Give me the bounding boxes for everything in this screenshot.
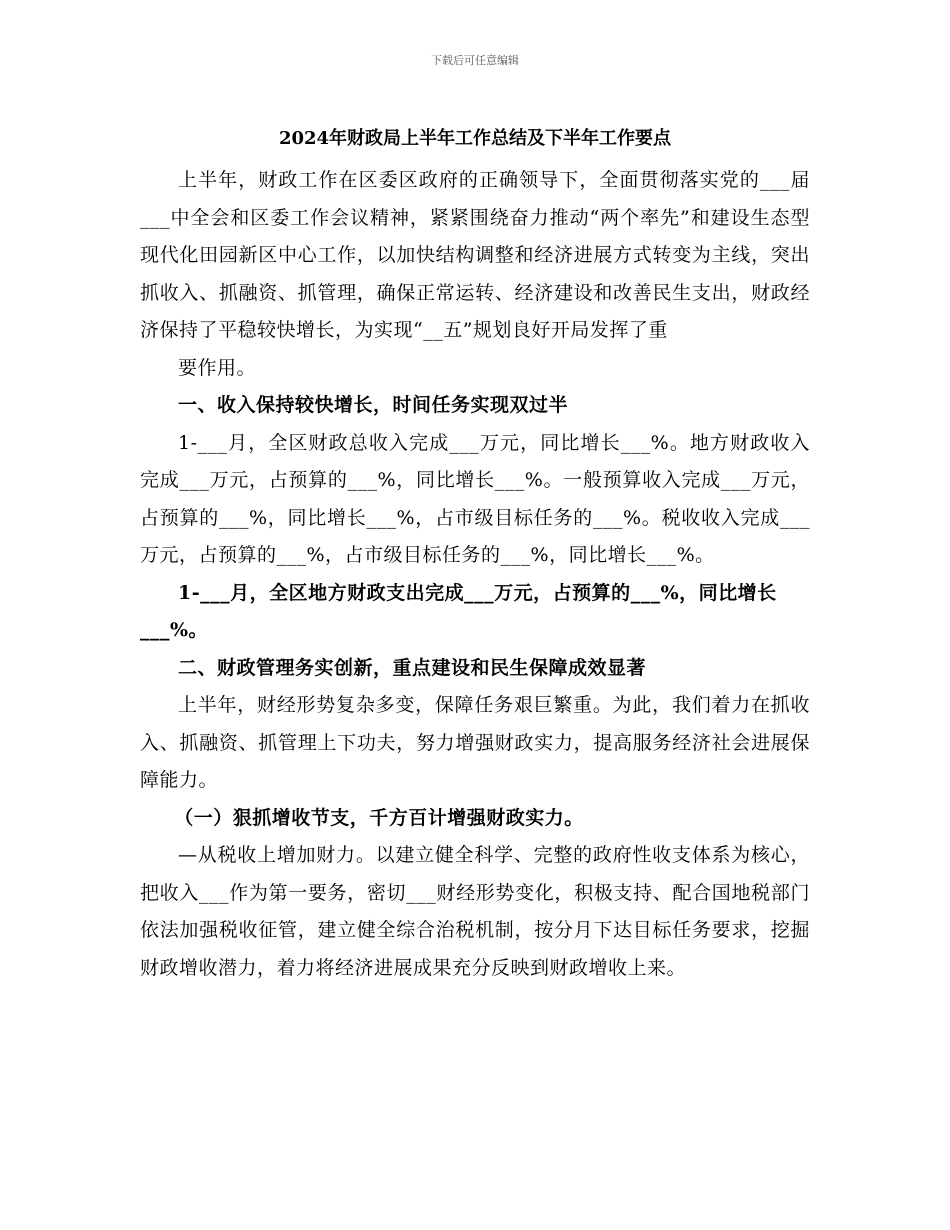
document-body — [140, 124, 810, 987]
section-2-paragraph: 上半年，财经形势复杂多变，保障任务艰巨繁重。为此，我们着力在抓收入、抓融资、抓管理上下功夫，努力增强财政实力，提高服务经济社会进展保障能力。 — [140, 694, 810, 791]
subsection-1-heading: （一）狠抓增收节支，千方百计增强财政实力。 — [174, 806, 584, 829]
section-1-heading: 一、收入保持较快增长，时间任务实现双过半 — [178, 394, 569, 416]
section-1-paragraph: 1-___月，全区财政总收入完成___万元，同比增长___%。地方财政收入完成___万元，占预算的___%，同比增长___%。一般预算收入完成___万元，占预算的___%，同比增长___%，占市级目标任务的___%。税收收入完成___万元，占预算的___%，占市级目标任务的___%，同比增长___%。 — [140, 431, 810, 566]
section-1-expenditure-paragraph: 1-___月，全区地方财政支出完成___万元，占预算的___%，同比增长___%。 — [140, 581, 777, 641]
intro-continuation: 要作用。 — [178, 356, 257, 379]
download-note: 下载后可任意编辑 — [431, 54, 519, 67]
intro-paragraph: 上半年，财政工作在区委区政府的正确领导下，全面贯彻落实党的___届___中全会和区委工作会议精神，紧紧围绕奋力推动“两个率先”和建设生态型现代化田园新区中心工作，以加快结构调整和经济进展方式转变为主线，突出抓收入、抓融资、抓管理，确保正常运转、经济建设和改善民生支出，财政经济保持了平稳较快增长，为实现“__五”规划良好开局发挥了重 — [140, 169, 810, 341]
document-title: 2024年财政局上半年工作总结及下半年工作要点 — [278, 128, 672, 149]
subsection-1-paragraph: —从税收上增加财力。以建立健全科学、完整的政府性收支体系为核心，把收入___作为第一要务，密切___财经形势变化，积极支持、配合国地税部门依法加强税收征管，建立健全综合治税机制，按分月下达目标任务要求，挖掘财政增收潜力，着力将经济进展成果充分反映到财政增收上来。 — [140, 844, 810, 979]
section-2-heading: 二、财政管理务实创新，重点建设和民生保障成效显著 — [178, 656, 647, 679]
